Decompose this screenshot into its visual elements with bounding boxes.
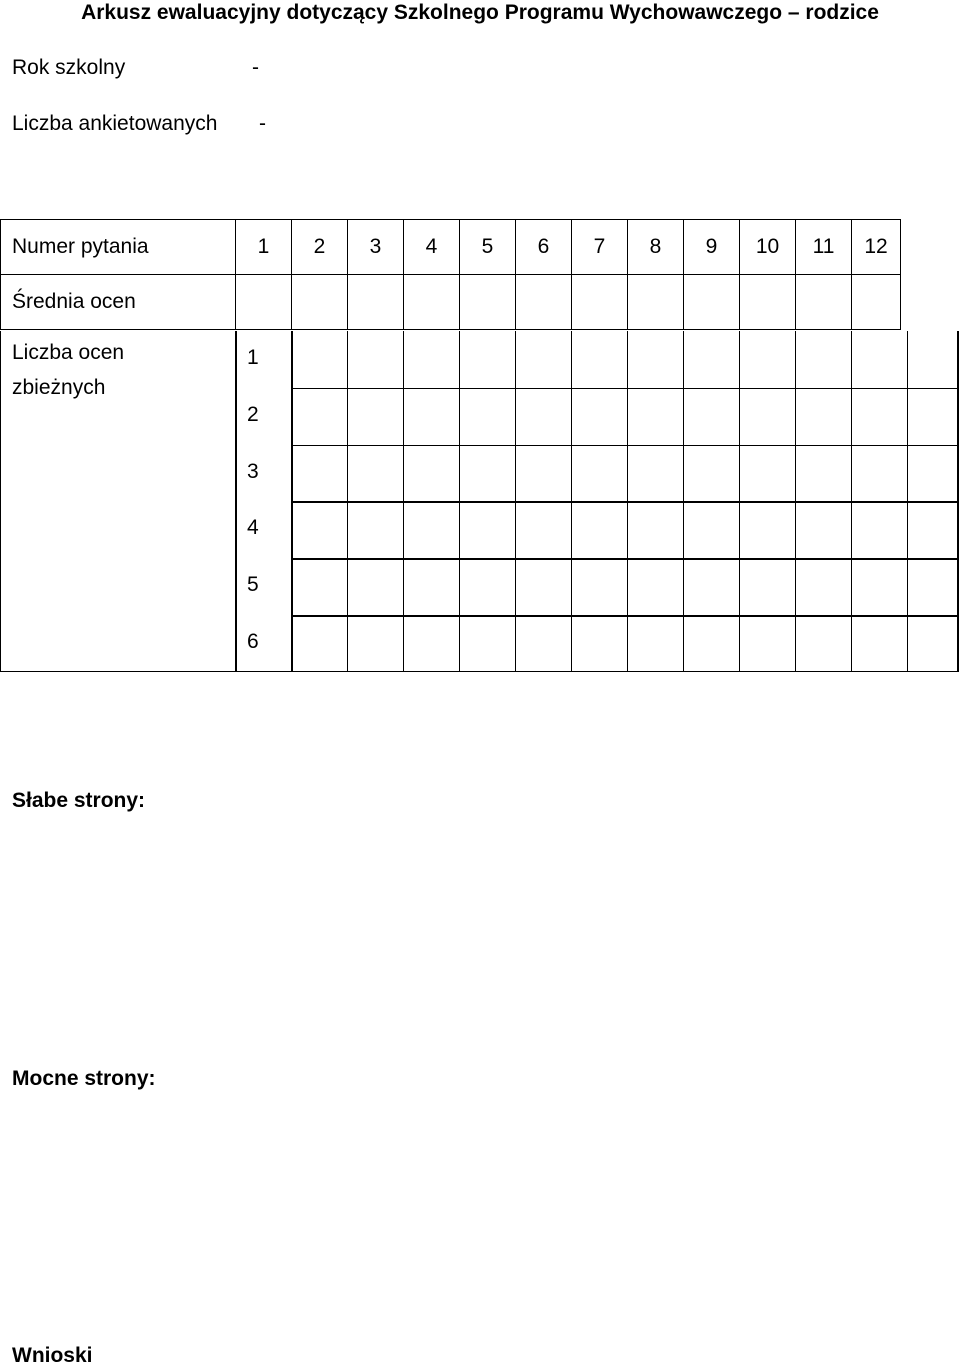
question-number-label	[1, 220, 236, 275]
question-number-label-text: Numer pytania	[12, 235, 149, 258]
grade-count-cell[interactable]	[404, 615, 460, 672]
grade-count-cell[interactable]	[852, 501, 908, 558]
question-number-11: 11	[796, 220, 852, 275]
grade-count-cell[interactable]	[460, 501, 516, 558]
grade-count-cell[interactable]	[516, 615, 572, 672]
grade-label: 5	[247, 573, 259, 597]
average-cell[interactable]	[404, 275, 460, 330]
grade-count-cell[interactable]	[684, 615, 740, 672]
grade-count-cell[interactable]	[572, 445, 628, 502]
question-number-2: 2	[292, 220, 348, 275]
grade-count-cell[interactable]	[516, 388, 572, 445]
grade-count-label-line2: zbieżnych	[12, 376, 106, 399]
grade-count-cell[interactable]	[460, 445, 516, 502]
grade-count-cell[interactable]	[572, 615, 628, 672]
document-title: Arkusz ewaluacyjny dotyczący Szkolnego Programu Wychowawczego – rodzice	[81, 1, 879, 24]
grade-count-cell[interactable]	[572, 388, 628, 445]
grade-count-cell[interactable]	[796, 445, 852, 502]
question-number-10: 10	[740, 220, 796, 275]
respondents-value: -	[259, 112, 266, 135]
grade-count-cell[interactable]	[460, 388, 516, 445]
grade-count-cell[interactable]	[348, 615, 404, 672]
grade-label: 6	[247, 630, 259, 653]
average-cell[interactable]	[684, 275, 740, 330]
grade-count-cell[interactable]	[348, 501, 404, 558]
weaknesses-heading: Słabe strony:	[12, 789, 146, 812]
grade-count-block	[0, 331, 958, 672]
grade-count-cell[interactable]	[460, 615, 516, 672]
grade-count-cell[interactable]	[796, 501, 852, 558]
conclusions-heading: Wnioski	[12, 1344, 93, 1367]
question-number-5: 5	[460, 220, 516, 275]
average-cell[interactable]	[740, 275, 796, 330]
school-year-value: -	[252, 56, 259, 79]
grade-count-cell[interactable]	[908, 558, 959, 615]
grade-count-divider	[235, 331, 237, 672]
grade-count-cell[interactable]	[852, 615, 908, 672]
average-cell[interactable]	[292, 275, 348, 330]
grade-count-cell[interactable]	[852, 558, 908, 615]
grade-count-cell[interactable]	[740, 388, 796, 445]
grade-count-cell[interactable]	[908, 501, 959, 558]
grade-count-cell[interactable]	[516, 331, 572, 388]
grade-count-cell[interactable]	[740, 501, 796, 558]
grade-count-cell[interactable]	[291, 558, 348, 615]
grade-count-cell[interactable]	[291, 445, 348, 502]
grade-count-cell[interactable]	[516, 558, 572, 615]
grade-count-cell[interactable]	[740, 558, 796, 615]
grade-count-cell[interactable]	[572, 558, 628, 615]
grade-count-cell[interactable]	[684, 558, 740, 615]
grade-count-cell[interactable]	[628, 445, 684, 502]
question-number-9: 9	[684, 220, 740, 275]
average-cell[interactable]	[236, 275, 292, 330]
grade-count-cell[interactable]	[516, 445, 572, 502]
grade-count-cell[interactable]	[572, 501, 628, 558]
average-cell[interactable]	[572, 275, 628, 330]
question-number-row	[1, 220, 901, 275]
average-cell[interactable]	[348, 275, 404, 330]
grade-count-cell[interactable]	[684, 331, 740, 388]
strengths-heading: Mocne strony:	[12, 1067, 156, 1090]
grade-count-cell[interactable]	[740, 615, 796, 672]
grade-count-cell[interactable]	[291, 388, 348, 445]
grade-count-cell[interactable]	[291, 501, 348, 558]
average-cell[interactable]	[852, 275, 901, 330]
grade-count-cell[interactable]	[628, 388, 684, 445]
respondents-label: Liczba ankietowanych	[12, 112, 218, 135]
question-number-7: 7	[572, 220, 628, 275]
grade-count-cell[interactable]	[684, 501, 740, 558]
grade-count-cell[interactable]	[740, 445, 796, 502]
question-number-1: 1	[236, 220, 292, 275]
grade-count-cell[interactable]	[628, 615, 684, 672]
grade-count-cell[interactable]	[291, 615, 348, 672]
grade-count-cell[interactable]	[404, 445, 460, 502]
average-cell[interactable]	[628, 275, 684, 330]
question-number-8: 8	[628, 220, 684, 275]
grade-count-cell[interactable]	[572, 331, 628, 388]
grade-count-cell[interactable]	[460, 558, 516, 615]
grade-count-cell[interactable]	[852, 388, 908, 445]
grade-count-cell[interactable]	[796, 615, 852, 672]
grade-label: 2	[247, 402, 259, 426]
average-row	[1, 275, 901, 330]
average-cell[interactable]	[460, 275, 516, 330]
question-number-6: 6	[516, 220, 572, 275]
grade-count-cell[interactable]	[460, 331, 516, 388]
grade-count-cell[interactable]	[628, 501, 684, 558]
grade-count-cell[interactable]	[404, 331, 460, 388]
grade-count-cell[interactable]	[291, 331, 348, 388]
grade-count-cell[interactable]	[628, 331, 684, 388]
grade-count-cell[interactable]	[852, 445, 908, 502]
grade-count-cell[interactable]	[348, 331, 404, 388]
average-cell[interactable]	[796, 275, 852, 330]
grade-count-cell[interactable]	[684, 445, 740, 502]
grade-count-label	[12, 335, 124, 405]
grade-count-cell[interactable]	[684, 388, 740, 445]
grade-count-cell[interactable]	[908, 331, 959, 388]
grade-count-cell[interactable]	[796, 558, 852, 615]
grade-label: 1	[247, 346, 259, 369]
school-year-label: Rok szkolny	[12, 56, 126, 79]
grade-count-cell[interactable]	[348, 388, 404, 445]
evaluation-table	[0, 219, 901, 330]
grade-count-cell[interactable]	[348, 558, 404, 615]
question-number-12: 12	[852, 220, 901, 275]
grade-count-cell[interactable]	[628, 558, 684, 615]
grade-count-cell[interactable]	[908, 388, 959, 445]
grade-count-cell[interactable]	[796, 331, 852, 388]
grade-count-cell[interactable]	[908, 615, 959, 672]
average-cell[interactable]	[516, 275, 572, 330]
grade-count-cell[interactable]	[348, 445, 404, 502]
grade-count-cell[interactable]	[404, 388, 460, 445]
question-number-3: 3	[348, 220, 404, 275]
question-number-4: 4	[404, 220, 460, 275]
grade-count-label-line1: Liczba ocen	[12, 341, 125, 364]
grade-label: 3	[247, 459, 259, 483]
grade-label: 4	[247, 516, 259, 540]
average-label: Średnia ocen	[1, 275, 236, 330]
grade-count-cell[interactable]	[740, 331, 796, 388]
grade-count-cell[interactable]	[404, 501, 460, 558]
grade-count-cell[interactable]	[516, 501, 572, 558]
grade-count-cell[interactable]	[852, 331, 908, 388]
grade-count-cell[interactable]	[796, 388, 852, 445]
grade-count-cell[interactable]	[404, 558, 460, 615]
grade-count-cell[interactable]	[908, 445, 959, 502]
